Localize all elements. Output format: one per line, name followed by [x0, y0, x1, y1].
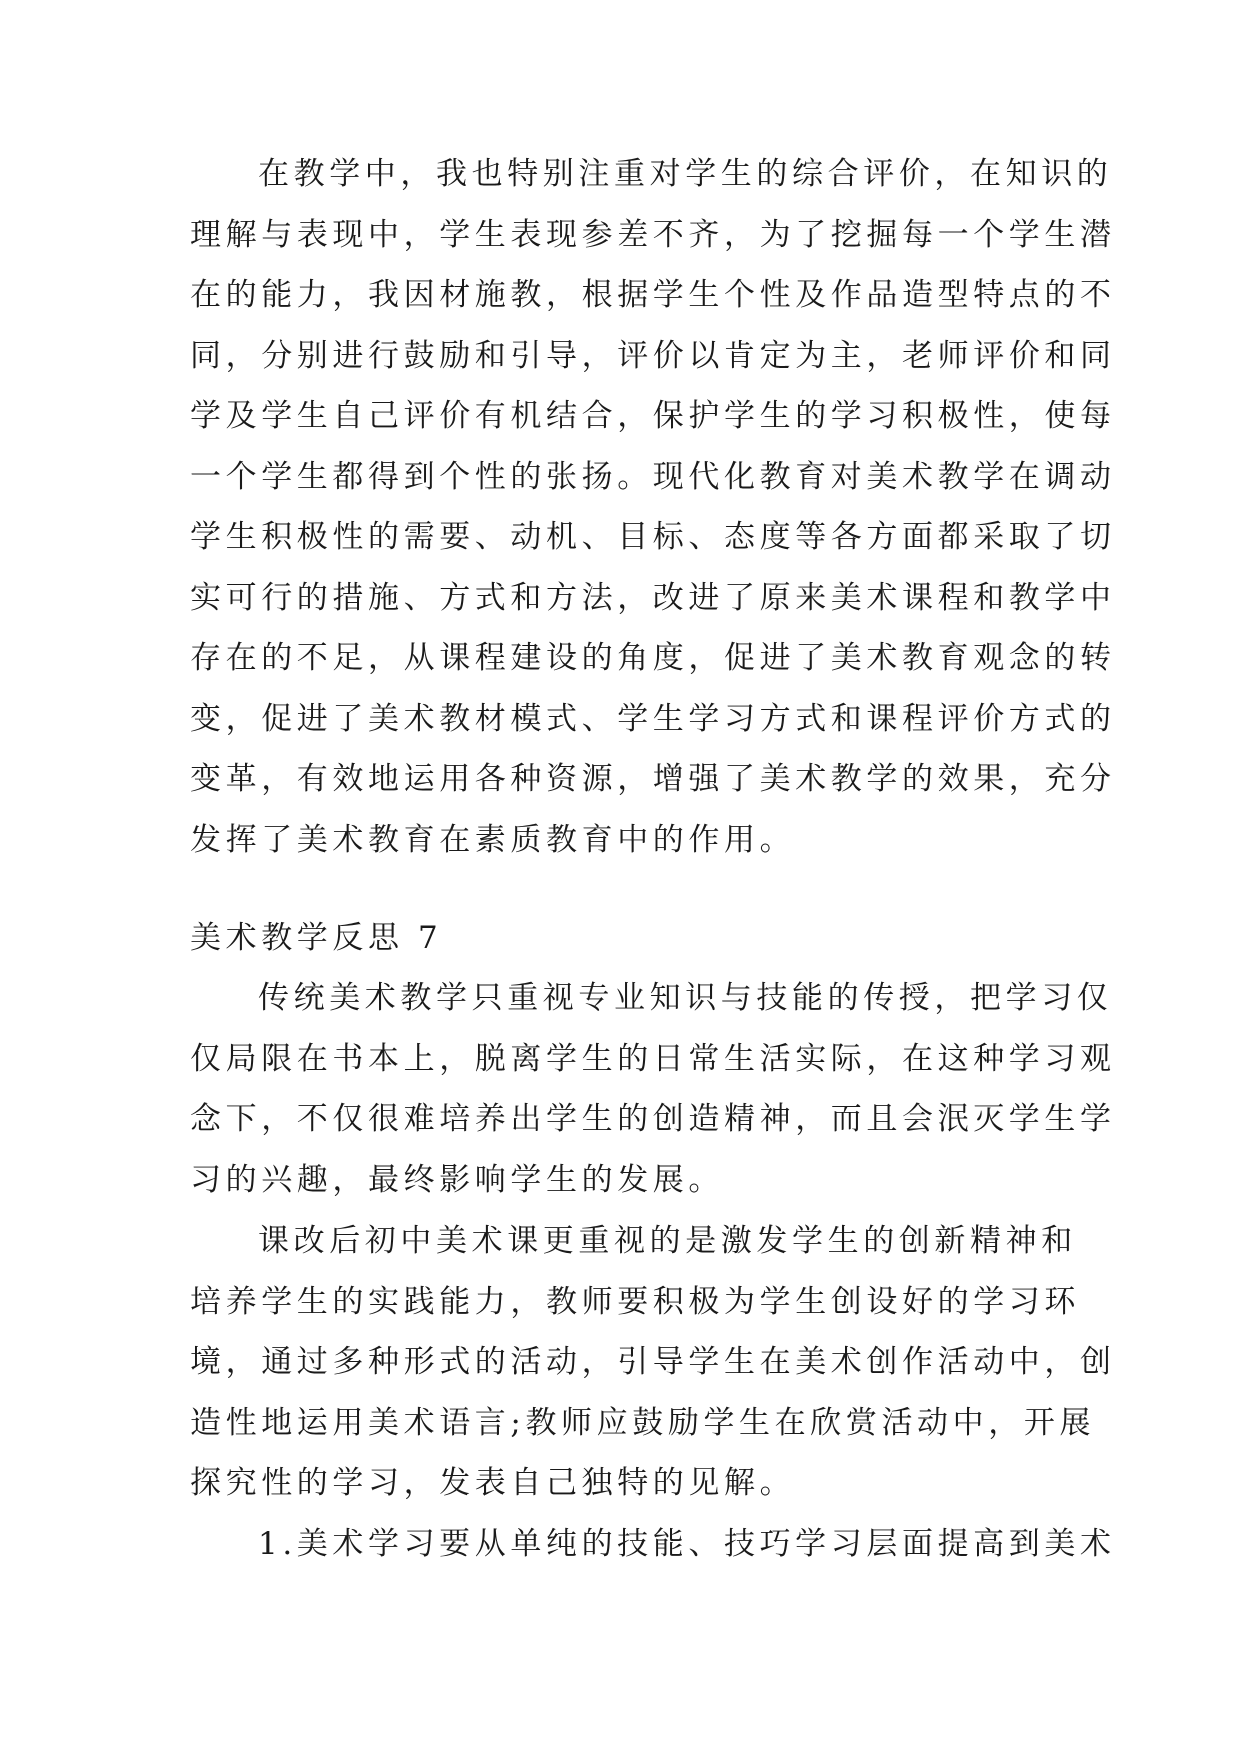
paragraph-line: 一个学生都得到个性的张扬。现代化教育对美术教学在调动	[190, 458, 1116, 495]
paragraph-line: 在教学中，我也特别注重对学生的综合评价，在知识的	[258, 156, 1113, 192]
paragraph-line: 1.美术学习要从单纯的技能、技巧学习层面提高到美术	[258, 1526, 1116, 1562]
paragraph-1	[190, 144, 1116, 870]
paragraph-line: 念下，不仅很难培养出学生的创造精神，而且会泯灭学生学	[190, 1101, 1116, 1137]
paragraph-2	[190, 968, 1116, 1210]
paragraph-line: 境，通过多种形式的活动，引导学生在美术创作活动中，创	[190, 1344, 1116, 1380]
paragraph-line: 在的能力，我因材施教，根据学生个性及作品造型特点的不	[190, 277, 1116, 313]
paragraph-line: 习的兴趣，最终影响学生的发展。	[190, 1161, 724, 1198]
paragraph-line: 变，促进了美术教材模式、学生学习方式和课程评价方式的	[190, 700, 1116, 737]
paragraph-line: 同，分别进行鼓励和引导，评价以肯定为主，老师评价和同	[190, 337, 1116, 374]
paragraph-line: 造性地运用美术语言;教师应鼓励学生在欣赏活动中，开展	[190, 1404, 1096, 1441]
paragraph-line: 传统美术教学只重视专业知识与技能的传授，把学习仅	[258, 980, 1113, 1016]
paragraph-4	[190, 1514, 1116, 1575]
paragraph-line: 学生积极性的需要、动机、目标、态度等各方面都采取了切	[190, 519, 1116, 555]
paragraph-3	[190, 1211, 1116, 1514]
paragraph-line: 变革，有效地运用各种资源，增强了美术教学的效果，充分	[190, 761, 1116, 797]
paragraph-line: 培养学生的实践能力，教师要积极为学生创设好的学习环	[190, 1283, 1080, 1320]
paragraph-line: 仅局限在书本上，脱离学生的日常生活实际，在这种学习观	[190, 1040, 1116, 1077]
section-heading: 美术教学反思 7	[190, 920, 443, 956]
paragraph-line: 理解与表现中，学生表现参差不齐，为了挖掘每一个学生潜	[190, 216, 1116, 253]
paragraph-line: 课改后初中美术课更重视的是激发学生的创新精神和	[258, 1223, 1077, 1259]
paragraph-line: 发挥了美术教育在素质教育中的作用。	[190, 821, 796, 858]
paragraph-line: 实可行的措施、方式和方法，改进了原来美术课程和教学中	[190, 579, 1116, 616]
paragraph-line: 学及学生自己评价有机结合，保护学生的学习积极性，使每	[190, 398, 1116, 434]
paragraph-line: 存在的不足，从课程建设的角度，促进了美术教育观念的转	[190, 640, 1116, 676]
paragraph-line: 探究性的学习，发表自己独特的见解。	[190, 1465, 796, 1501]
